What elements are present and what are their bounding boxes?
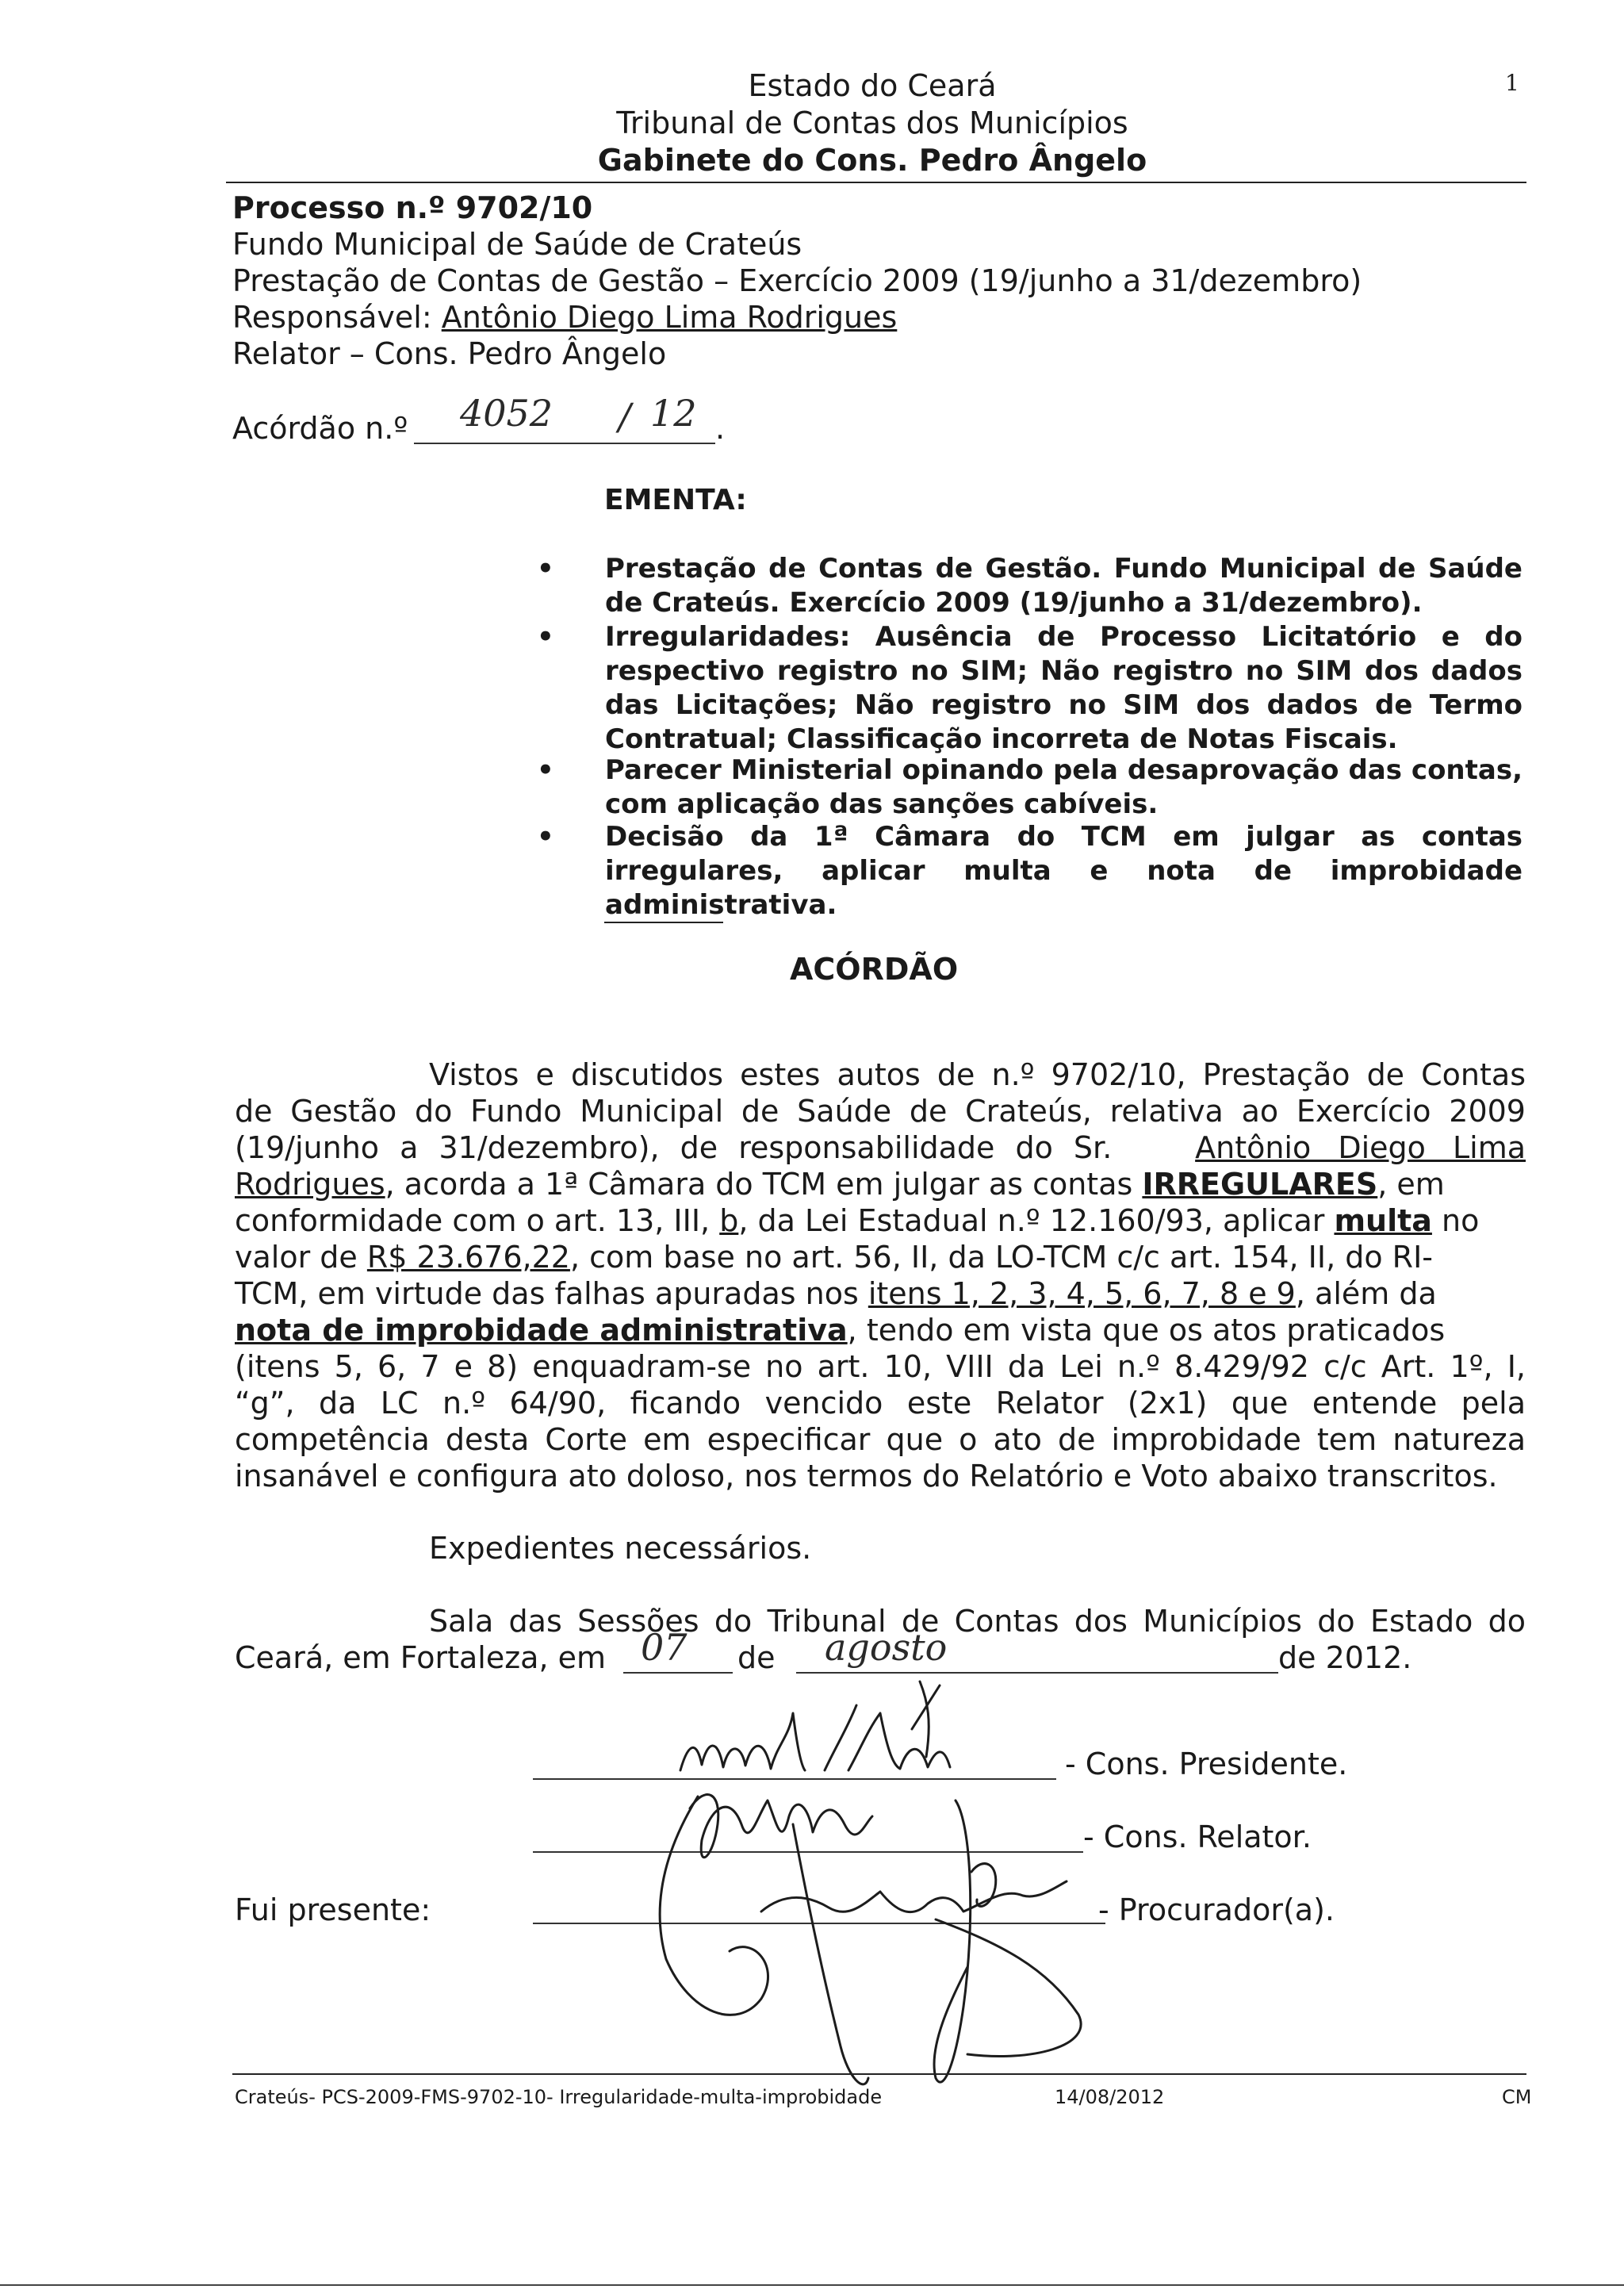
ementa-item-3 xyxy=(539,753,1522,822)
rapporteur-signature-stroke-4 xyxy=(793,1824,868,2084)
acordao-number-line xyxy=(232,411,408,446)
p1-multa: multa xyxy=(1334,1203,1432,1238)
ementa-item-2 xyxy=(539,620,1522,757)
month-hand: agosto xyxy=(825,1626,948,1669)
footer-rule xyxy=(232,2073,1526,2075)
process-number: Processo n.º 9702/10 xyxy=(232,190,593,225)
p3-l2-de: de xyxy=(737,1640,776,1675)
acordao-p1-line-10: “g”, da LC n.º 64/90, ficando vencido este Relator (2x1) que entende pela xyxy=(235,1386,1526,1421)
rapporteur-signature-stroke-3 xyxy=(934,1800,971,2082)
acordao-year-hand: 12 xyxy=(650,392,697,435)
p1-improbidade-note: nota de improbidade administrativa xyxy=(235,1313,848,1348)
acordao-p1-line-9: (itens 5, 6, 7 e 8) enquadram-se no art. 10, VIII da Lei n.º 8.429/92 c/c Art. 1º, I, xyxy=(235,1349,1526,1384)
acordao-p1-line-6 xyxy=(235,1240,1433,1275)
p1-l8-part-b: , tendo em vista que os atos praticados xyxy=(847,1313,1446,1348)
month-underline xyxy=(796,1672,1278,1674)
acordao-p2: Expedientes necessários. xyxy=(429,1531,812,1566)
ementa-rule xyxy=(604,922,723,923)
footer-date: 14/08/2012 xyxy=(1055,2086,1165,2108)
p1-l5-part-a: conformidade com o art. 13, III, xyxy=(235,1203,720,1238)
header-office: Gabinete do Cons. Pedro Ângelo xyxy=(597,143,1147,178)
responsible-label: Responsável: xyxy=(232,300,442,335)
prosecutor-signature-stroke-2 xyxy=(971,1864,996,1907)
process-subject: Prestação de Contas de Gestão – Exercício 2009 (19/junho a 31/dezembro) xyxy=(232,263,1362,298)
p1-l6-part-a: valor de xyxy=(235,1240,367,1275)
p1-l6-part-c: , com base no art. 56, II, da LO-TCM c/c art. 154, II, do RI- xyxy=(569,1240,1434,1275)
rapporteur-signature-stroke-1 xyxy=(690,1795,872,1858)
header-state: Estado do Ceará xyxy=(748,68,997,103)
p1-fine-value: R$ 23.676,22 xyxy=(366,1240,570,1275)
prosecutor-label: - Procurador(a). xyxy=(1098,1892,1335,1927)
bullet-icon: • xyxy=(537,754,554,786)
page-number: 1 xyxy=(1505,70,1519,96)
president-signature-line xyxy=(533,1778,1056,1780)
prosecutor-signature-stroke-1 xyxy=(761,1881,1067,1912)
acordao-dot: . xyxy=(715,411,726,446)
acordao-p3-line-1: Sala das Sessões do Tribunal de Contas dos Municípios do Estado do xyxy=(429,1604,1526,1639)
acordao-number-hand: 4052 xyxy=(460,392,553,435)
acordao-p1-line-11: competência desta Corte em especificar que o ato de improbidade tem natureza xyxy=(235,1422,1526,1457)
acordao-p1-line-2: de Gestão do Fundo Municipal de Saúde de Crateús, relativa ao Exercício 2009 xyxy=(235,1094,1526,1129)
p1-l3-part-a: (19/junho a 31/dezembro), de responsabilidade do Sr. xyxy=(235,1130,1113,1165)
acordao-label: Acórdão n.º xyxy=(232,411,408,446)
process-entity: Fundo Municipal de Saúde de Crateús xyxy=(232,227,802,262)
p1-l5-part-c: , da Lei Estadual n.º 12.160/93, aplicar xyxy=(738,1203,1335,1238)
acordao-p1-line-3 xyxy=(235,1130,1526,1165)
p1-items-list: itens 1, 2, 3, 4, 5, 6, 7, 8 e 9 xyxy=(868,1276,1296,1311)
ementa-title: EMENTA: xyxy=(604,484,747,516)
acordao-title: ACÓRDÃO xyxy=(790,952,959,987)
ementa-item-4 xyxy=(539,820,1522,922)
president-label: - Cons. Presidente. xyxy=(1065,1747,1348,1781)
president-signature-stroke-3 xyxy=(912,1681,940,1757)
acordao-p1-line-8 xyxy=(235,1313,1445,1348)
header-rule xyxy=(226,182,1526,183)
acordao-p1-line-5 xyxy=(235,1203,1479,1238)
day-underline xyxy=(623,1672,733,1674)
ementa-item-2-text: Irregularidades: Ausência de Processo Licitatório e do respectivo registro no SIM; Não registro no SIM dos dados das Licitações; Não registro no SIM dos dados de Termo Contratual; Classificação incorreta de Notas Fiscais. xyxy=(605,621,1522,755)
p1-responsible-name-b: Rodrigues xyxy=(235,1167,385,1202)
p1-l4-part-d: , em xyxy=(1377,1167,1445,1202)
header-tribunal: Tribunal de Contas dos Municípios xyxy=(616,105,1128,140)
p1-l7-part-c: , além da xyxy=(1295,1276,1437,1311)
rapporteur-signature-line xyxy=(533,1851,1083,1853)
ementa-item-1 xyxy=(539,552,1522,620)
process-responsible xyxy=(232,300,897,335)
acordao-p3-line-2 xyxy=(235,1640,606,1675)
p1-irregulares: IRREGULARES xyxy=(1142,1167,1378,1202)
acordao-p1-line-12: insanável e configura ato doloso, nos termos do Relatório e Voto abaixo transcritos. xyxy=(235,1459,1498,1494)
ementa-item-4-text: Decisão da 1ª Câmara do TCM em julgar as contas irregulares, aplicar multa e nota de improbidade administrativa. xyxy=(605,821,1522,921)
p1-l4-part-b: , acorda a 1ª Câmara do TCM em julgar as contas xyxy=(385,1167,1143,1202)
p1-l5-part-e: no xyxy=(1431,1203,1480,1238)
president-signature-stroke-2 xyxy=(825,1705,950,1770)
bullet-icon: • xyxy=(537,621,554,653)
bullet-icon: • xyxy=(537,553,554,585)
president-signature-stroke-1 xyxy=(680,1713,805,1770)
footer-initials: CM xyxy=(1502,2086,1532,2108)
p3-l2-year: de 2012. xyxy=(1278,1640,1412,1675)
process-rapporteur: Relator – Cons. Pedro Ângelo xyxy=(232,336,667,371)
ementa-item-3-text: Parecer Ministerial opinando pela desaprovação das contas, com aplicação das sanções cabíveis. xyxy=(605,754,1522,820)
acordao-p1-line-7 xyxy=(235,1276,1437,1311)
acordao-slash: / xyxy=(619,395,631,438)
prosecutor-signature-stroke-3 xyxy=(936,1919,1081,2057)
bullet-icon: • xyxy=(537,821,554,853)
p1-responsible-name-a: Antônio Diego Lima xyxy=(1195,1130,1526,1165)
page-bottom-edge xyxy=(0,2284,1624,2286)
p3-l2-part-a: Ceará, em Fortaleza, em xyxy=(235,1640,607,1675)
acordao-p1-line-4 xyxy=(235,1167,1445,1202)
day-hand: 07 xyxy=(641,1626,688,1669)
p1-l7-part-a: TCM, em virtude das falhas apuradas nos xyxy=(235,1276,868,1311)
responsible-name: Antônio Diego Lima Rodrigues xyxy=(441,300,898,335)
p1-l5-letter: b xyxy=(719,1203,739,1238)
acordao-p1-line-1: Vistos e discutidos estes autos de n.º 9702/10, Prestação de Contas xyxy=(429,1057,1526,1092)
rapporteur-label: - Cons. Relator. xyxy=(1083,1819,1312,1854)
ementa-item-1-text: Prestação de Contas de Gestão. Fundo Municipal de Saúde de Crateús. Exercício 2009 (19/junho a 31/dezembro). xyxy=(605,553,1522,619)
footer-file: Crateús- PCS-2009-FMS-9702-10- Irregularidade-multa-improbidade xyxy=(235,2086,883,2108)
prosecutor-signature-line xyxy=(533,1923,1105,1924)
acordao-number-underline xyxy=(414,443,715,444)
present-label: Fui presente: xyxy=(235,1892,431,1927)
rapporteur-signature-stroke-2 xyxy=(660,1796,768,2015)
